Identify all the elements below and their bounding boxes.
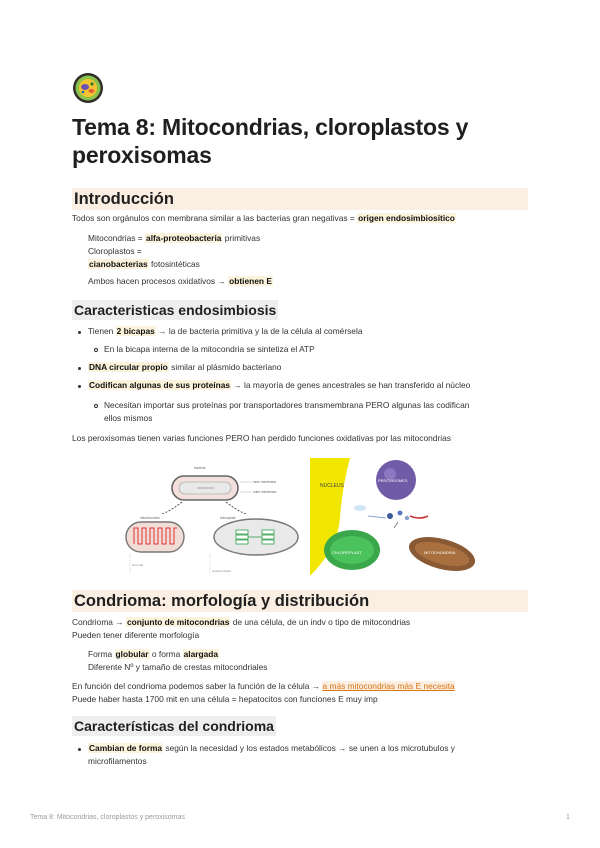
func-link[interactable]: a más mitocondrias más E necesita xyxy=(322,681,455,691)
endo-bullet-3: Codifican algunas de sus proteínas → la mayoría de genes ancestrales se han transferido al núcleo xyxy=(89,380,471,390)
fig-label-mito: mitochondrion xyxy=(140,516,161,520)
caract-bullet-1-l2: microfilamentos xyxy=(88,756,147,766)
fig-label-note2: endosymbiotic xyxy=(212,569,232,573)
footer-title: Tema 8: Mitocondrias, cloroplastos y peroxisomas xyxy=(30,814,185,821)
bullet xyxy=(78,385,81,388)
fig-label-chloro: chloroplast xyxy=(220,516,236,520)
heading-caracteristicas-endosimbiosis: Caracteristicas endosimbiosis xyxy=(74,302,277,318)
intro-line-1: Todos son orgánulos con membrana similar a las bacterias gran negativas = origen endosimbiositico xyxy=(72,213,455,223)
sub-bullet xyxy=(94,404,98,408)
endo-bullet-3-sub-2: ellos mismos xyxy=(104,413,153,423)
fig-label-top: bacteria xyxy=(194,466,206,470)
condrioma-line-2: Pueden tener diferente morfología xyxy=(72,630,200,640)
bullet xyxy=(78,748,81,751)
intro-ciano-line: cianobacterias fotosintéticas xyxy=(89,259,200,269)
organelles-illustration xyxy=(310,458,482,576)
intro-cloro-line: Cloroplastos = xyxy=(88,246,142,256)
fig-label-mito-img: MITOCHONDRIA xyxy=(424,550,456,555)
footer-page-number: 1 xyxy=(566,814,570,821)
endo-bullet-1-sub: En la bicapa interna de la mitocondria se sintetiza el ATP xyxy=(104,344,315,354)
heading-condrioma: Condrioma: morfología y distribución xyxy=(72,590,528,612)
endosymbiosis-diagram xyxy=(122,462,300,580)
endo-bullet-2: DNA circular propio similar al plásmido bacteriano xyxy=(89,362,282,372)
condrioma-diff-line: Diferente Nº y tamaño de crestas mitocondriales xyxy=(88,662,268,672)
page-title: Tema 8: Mitocondrias, cloroplastos y peroxisomas xyxy=(72,114,469,168)
heading-caracteristicas-condrioma: Características del condrioma xyxy=(74,718,274,734)
heading-introduccion: Introducción xyxy=(72,188,528,210)
intro-mito-line: Mitocondrias = alfa-proteobacteria primitivas xyxy=(88,233,261,243)
bullet xyxy=(78,367,81,370)
endo-bullet-1: Tienen 2 bicapas → la de bacteria primitiva y la de la célula al comérsela xyxy=(88,326,363,336)
cell-logo-icon xyxy=(72,72,104,104)
condrioma-line-1: Condrioma → conjunto de mitocondrias de una célula, de un indv o tipo de mitocondrias xyxy=(72,617,411,627)
fig-label-note1: host cell xyxy=(132,563,144,567)
endo-bullet-3-sub-1: Necesitan importar sus proteínas por transportadores transmembrana PERO algunas las codifican xyxy=(104,400,470,410)
bullet xyxy=(78,331,81,334)
mitochondrion-shape xyxy=(126,522,184,552)
fig-label-nucleus: NUCLEUS xyxy=(320,483,344,489)
intro-ambos-line: Ambos hacen procesos oxidativos → obtienen E xyxy=(88,276,272,286)
fig-label-perox: PEROXISOMES xyxy=(378,478,408,483)
fig-label-outer: inner membrane xyxy=(253,480,277,484)
condrioma-func-line: En función del condrioma podemos saber la función de la célula → a más mitocondrias más E necesita xyxy=(72,681,455,691)
fig-label-chloro-img: CHLOROPLAST xyxy=(332,550,362,555)
peroxisomas-line: Los peroxisomas tienen varias funciones PERO han perdido funciones oxidativas por las mitocondrias xyxy=(72,433,451,443)
condrioma-forma-line: Forma globular o forma alargada xyxy=(88,649,219,659)
condrioma-hasta-line: Puede haber hasta 1700 mit en una célula = hepatocitos con funciones E muy imp xyxy=(72,694,378,704)
caract-bullet-1: Cambian de forma según la necesidad y los estados metabólicos → se unen a los microtubulos y xyxy=(89,743,455,753)
sub-bullet xyxy=(94,348,98,352)
fig-label-inner: outer membrane xyxy=(253,490,277,494)
